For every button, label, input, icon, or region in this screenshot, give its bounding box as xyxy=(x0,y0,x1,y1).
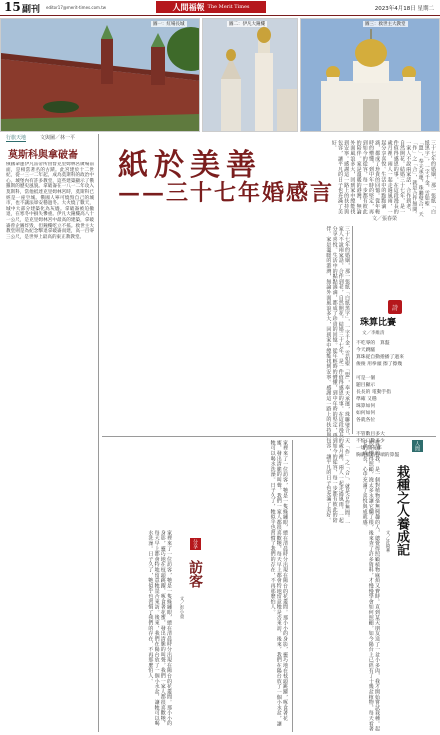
poem-author: 文／李維清 xyxy=(362,331,385,336)
plant-article-title: 栽種之人養成記 xyxy=(394,465,409,556)
visit-article-body-left xyxy=(102,530,172,730)
plant-article-body-text: 從前的我，是一個對植物毫無興趣的人，總覺得照顧植物麻煩又費時。直到某天朋友送了一盆小多肉，我才開始嘗試栽種。起初不懂得照顧，澆太多水讓它爛了根，後來查了許多資料，才慢慢學會如何照顧。如今陽台上已經有了十幾盆植物，每天看著它們成長，心中充滿了喜悅與成就感。 xyxy=(361,440,380,732)
row-divider xyxy=(102,436,436,437)
poem-line: 準確 又穩 xyxy=(356,397,377,402)
column-divider-left xyxy=(98,134,99,732)
cathedral-image xyxy=(301,19,440,132)
poem-line: 算珠從自動捲播了過來 xyxy=(356,355,404,360)
photo-cathedral xyxy=(300,18,440,132)
poem-line: 各就各位 xyxy=(356,418,376,423)
left-article-title: 莫斯科與拿破崙 xyxy=(8,150,78,161)
left-article-tag: 行旅天地 xyxy=(6,135,27,141)
red-wall-image xyxy=(1,19,200,132)
main-article-title: 紙於美善 xyxy=(118,148,262,183)
left-article-author: 文與圖／林一平 xyxy=(40,135,76,141)
poem-line: 長長的 電動手指 xyxy=(356,390,392,395)
bell-tower-image xyxy=(203,19,298,132)
photo-caption-2: 圖二：伊凡大鐘樓 xyxy=(229,22,265,27)
poem-line: 珠算如何 xyxy=(356,404,376,409)
poem-line: 可是一個 xyxy=(356,376,376,381)
editor-email: editor17@merit-times.com.tw xyxy=(46,5,107,10)
photo-bell-tower xyxy=(202,18,298,132)
visit-article-body-text-2: 家裡來了一位訪客，牠是一隻綠繡眼，總在清晨時分出現在陽台的花叢間。那小小的身影，靈巧地在枝頭跳躍，啄食著花蜜，發出清脆的叫聲。我們一家人都很喜歡牠，每天早上都會特地留意牠是否來訪。後來，我們在陽台放了一個小水盆，讓牠可以喝水洗澡。日子久了，牠似乎也習慣了我們的存在，不再那麼怕人。 xyxy=(269,440,288,727)
main-article-body-top: 三十七年的婚姻，那一張紙「白紙黑字」，一字千金，雲如聖「盟」，奉天承運，珠聯璧合，天「作」之「合」，就是合作無間。一家人不說兩家話，合作到老，自然開花。結婚三十七年，是一件值得感恩的事。在這段漫長的歲月裡，兩人一起走過風雨，一起分享喜悅。生活中的點點滴滴，都成了珍貴的回憶。從年輕時的懵懂，到中年時的堅定，再到如今的從容，每一步都有彼此的陪伴。家是溫暖的港灣，無論外面風浪多大，回到家中總能找到安寧。感謝這一路上的扶持與包容，讓平凡的日子也充滿了美好。 xyxy=(330,140,436,217)
page-number: 15 xyxy=(4,0,21,14)
main-article-author: 文／張春榮 xyxy=(372,216,398,222)
poem-line: 題目顯示 xyxy=(356,383,376,388)
photo-caption-3: 圖三：救世主大教堂 xyxy=(365,22,406,27)
poem-line: 一切 都在那 xyxy=(356,446,382,451)
poem-line xyxy=(356,424,426,431)
plant-article-tag: 人間 xyxy=(412,440,423,452)
visit-article-author: 文／彭小童 xyxy=(179,596,184,619)
photo-red-square-wall xyxy=(0,18,200,132)
visit-article-body-text: 家裡來了一位訪客，牠是一隻綠繡眼，總在清晨時分出現在陽台的花叢間。那小小的身影，靈巧地在枝頭跳躍，啄食著花蜜，發出清脆的叫聲。我們一家人都很喜歡牠，每天早上都會特地留意牠是否來訪。後來，我們在陽台放了一個小水盆，讓牠可以喝水洗澡。日子久了，牠似乎也習慣了我們的存在，不再那麼怕人。 xyxy=(147,530,172,727)
poem-line: 如何如何 xyxy=(356,411,376,416)
poem-line: 俊俊 用拳頭 擦了擦幾 xyxy=(356,362,403,367)
issue-date: 2023年4月18日 星期二 xyxy=(374,6,434,12)
visit-article-body-right xyxy=(200,440,288,730)
poem-line xyxy=(356,368,426,375)
plant-article-body xyxy=(296,440,380,732)
masthead-title: 人間福報 xyxy=(172,1,205,12)
masthead-english: The Merit Times xyxy=(207,4,250,10)
column-divider-poem xyxy=(352,226,353,434)
poem-line: 胸就那站得端的算盤 xyxy=(356,453,400,458)
photo-strip xyxy=(0,18,440,132)
poem-title: 珠算比賽 xyxy=(360,318,397,328)
main-article-body-text: 三十七年的婚姻，那一張紙「白紙黑字」，一字千金，雲如聖「盟」，奉天承運，珠聯璧合，天「作」之「合」，就是合作無間。一家人不說兩家話，合作到老，自然開花。結婚三十七年，是一件值得感恩的事。在這段漫長的歲月裡，兩人一起走過風雨，一起分享喜悅。生活中的點點滴滴，都成了珍貴的回憶。從年輕時的懵懂，到中年時的堅定，再到如今的從容，每一步都有彼此的陪伴。家是溫暖的港灣，無論外面風浪多大，回到家中總能找到安寧。感謝這一路上的扶持與包容，讓平凡的日子也充滿了美好。 xyxy=(325,226,350,526)
poem-line: 不吃零的 算盤 xyxy=(356,341,390,346)
page-header xyxy=(0,0,440,16)
photo-caption-1: 圖一：紅場長城 xyxy=(153,22,185,27)
left-article-body: 俄國命運伊凡雷帝所由督克里姆林宮廣場前面，是相當著名的古蹟。此宮建於十二世紀，從一三一二年起，成為莫斯科的政治中心。城堡內有許多教堂，這些建築顯示了俄羅斯的歷史風貌。拿破崙在一八一二年攻入莫斯科，當他抵達克里姆林宮時，莫斯科已經是一座空城。俄國人寧可燒毀自己的城市，也不讓法軍安穩過冬。大火燒了數天，城中大部分建築化為灰燼。拿破崙被迫撤退，在寒冬中損失慘重。伊凡大鐘樓高八十一公尺，是克里姆林宮中最高的建築，拿破崙曾企圖炸毀，但鐘樓屹立不搖。救世主大教堂則是為紀念擊退拿破崙而建，高一百零三公尺，是世界上最高的東正教教堂。 xyxy=(6,162,94,240)
visit-article-tag: 分享 xyxy=(190,538,201,550)
main-article-subtitle: ——三十七年婚感言 xyxy=(118,180,335,206)
newspaper-masthead xyxy=(156,1,266,13)
visit-article-title: 訪客 xyxy=(187,560,203,588)
main-article-intro xyxy=(270,140,436,218)
plant-article-author: 文／許綺華 xyxy=(385,530,390,553)
poem-line: 今天跳騷 xyxy=(356,348,376,353)
poem-line: 不怕口數多少 xyxy=(356,439,385,444)
section-name: 副刊 xyxy=(22,5,41,15)
poem-tag: 詩 xyxy=(388,300,402,314)
poem-line: 不管數目多大 xyxy=(356,432,385,437)
column-divider-bottom xyxy=(292,440,293,732)
